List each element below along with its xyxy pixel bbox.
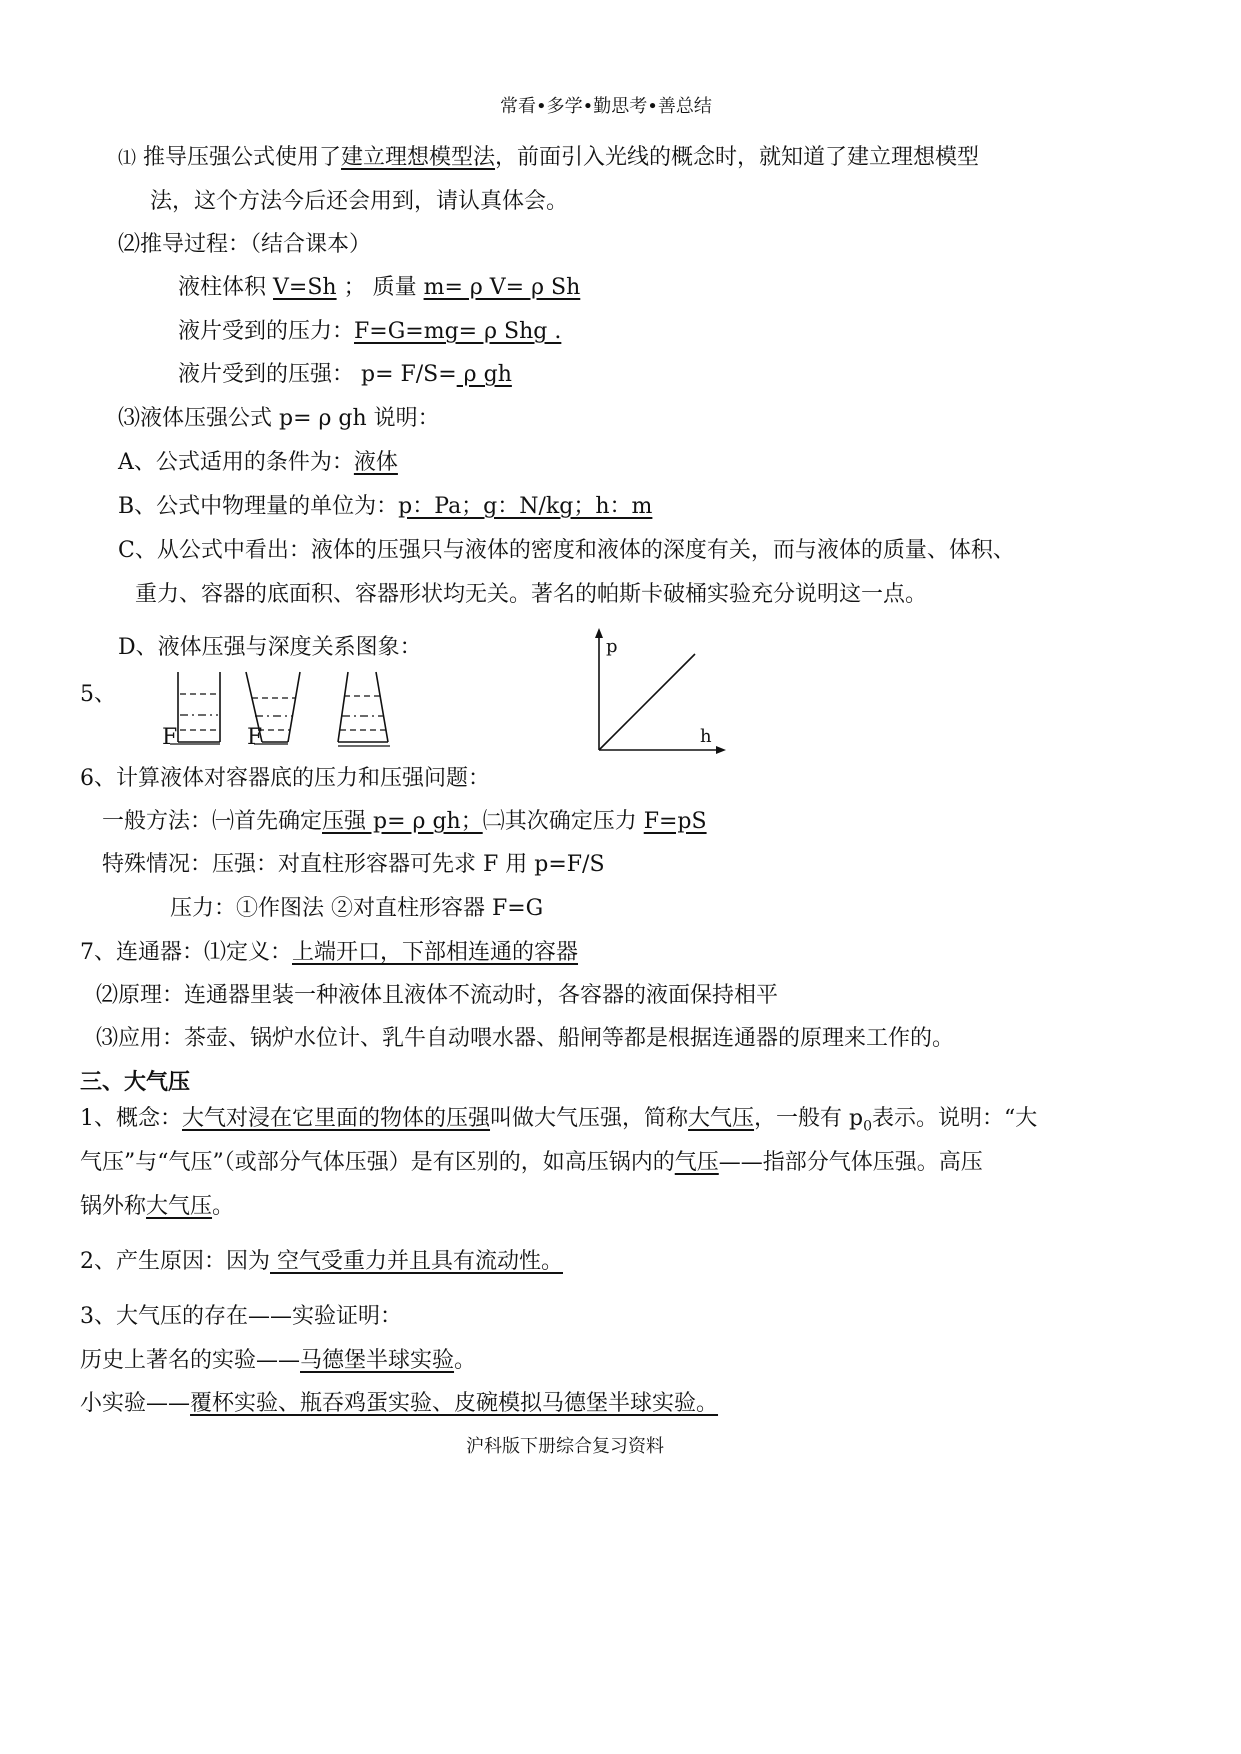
existence-line: 3、大气压的存在——实验证明： xyxy=(80,1304,402,1329)
text: B、公式中物理量的单位为： xyxy=(118,494,399,519)
force-line xyxy=(178,317,561,347)
narrow-top-container xyxy=(338,672,390,746)
container-2-label: F xyxy=(247,725,263,750)
x-axis-arrow xyxy=(716,746,726,754)
answer-blank: F=pS xyxy=(643,809,707,834)
concept-line-2 xyxy=(80,1148,983,1178)
text: ，一般有 p xyxy=(754,1106,864,1131)
text: 历史上著名的实验—— xyxy=(80,1348,301,1373)
x-axis-label: h xyxy=(700,726,712,747)
section-heading: 三、大气压 xyxy=(80,1070,191,1095)
series-line xyxy=(599,654,695,750)
text: 液柱体积 xyxy=(178,275,267,300)
concept-line-3 xyxy=(80,1192,234,1222)
graph-caption: D、液体压强与深度关系图象： xyxy=(118,635,422,660)
subscript: 0 xyxy=(863,1118,873,1135)
pressure-line xyxy=(178,360,512,390)
page-footer: 沪科版下册综合复习资料 xyxy=(466,1436,664,1457)
answer-blank: 液体 xyxy=(353,450,398,475)
answer-blank: 覆杯实验、瓶吞鸡蛋实验、皮碗模拟马德堡半球实验。 xyxy=(190,1391,719,1416)
condition-line xyxy=(118,448,398,478)
text: ㈡其次确定压力 xyxy=(482,809,637,834)
derivation-method-line-2: 法，这个方法今后还会用到，请认真体会。 xyxy=(150,189,569,214)
text: 锅外称 xyxy=(80,1194,147,1219)
answer-blank: F=G=mg= ρ Shg . xyxy=(354,319,562,344)
pressure-force-line: 压力：①作图法 ②对直柱形容器 F=G xyxy=(170,896,544,921)
concept-line-1 xyxy=(80,1104,1037,1141)
general-method-line xyxy=(102,807,707,837)
special-case-line: 特殊情况：压强：对直柱形容器可先求 F 用 p=F/S xyxy=(102,852,605,877)
text: 气压”与“气压”（或部分气体压强）是有区别的，如高压锅内的 xyxy=(80,1150,675,1175)
volume-mass-line xyxy=(178,273,580,303)
text: A、公式适用的条件为： xyxy=(118,450,354,475)
text: 7、连通器：⑴定义： xyxy=(80,940,292,965)
answer-blank: p：Pa；g：N/kg；h：m xyxy=(398,494,653,519)
item-6-title: 6、计算液体对容器底的压力和压强问题： xyxy=(80,766,490,791)
cause-line xyxy=(80,1247,563,1277)
answer-blank: 空气受重力并且具有流动性。 xyxy=(270,1249,563,1274)
text: ； 质量 xyxy=(343,275,417,300)
text: 一般方法：㈠首先确定 xyxy=(102,809,323,834)
text: ——指部分气体压强。高压 xyxy=(718,1150,983,1175)
text: 2、产生原因：因为 xyxy=(80,1249,270,1274)
text: 1、概念： xyxy=(80,1106,182,1131)
answer-blank: 上端开口，下部相连通的容器 xyxy=(292,940,579,965)
connected-vessel-definition xyxy=(80,938,578,968)
formula-explanation-title: ⑶液体压强公式 p= ρ gh 说明： xyxy=(118,406,440,431)
text: 液片受到的压力： xyxy=(178,319,355,344)
y-axis-label: p xyxy=(606,636,618,657)
answer-blank: 大气压 xyxy=(688,1106,755,1131)
small-experiments-line xyxy=(80,1389,718,1419)
text: 表示。说明：“大 xyxy=(872,1106,1038,1131)
answer-blank: 气压 xyxy=(674,1150,719,1175)
answer-blank: 马德堡半球实验 xyxy=(300,1348,455,1373)
container-1-label: F xyxy=(162,725,178,750)
text: 叫做大气压强，简称 xyxy=(490,1106,689,1131)
text: 液片受到的压强： p= F/S= xyxy=(178,362,457,387)
answer-blank: 大气压 xyxy=(146,1194,213,1219)
units-line xyxy=(118,492,652,522)
answer-blank: 压强 p= ρ gh； xyxy=(322,809,483,834)
answer-blank: m= ρ V= ρ Sh xyxy=(423,275,581,300)
item-number: ⑴ xyxy=(118,148,136,169)
answer-blank: 大气对浸在它里面的物体的压强 xyxy=(182,1106,491,1131)
container-diagrams xyxy=(150,668,420,748)
y-axis-arrow xyxy=(595,628,603,638)
text: 。 xyxy=(454,1348,477,1373)
conclusion-line-1: C、从公式中看出：液体的压强只与液体的密度和液体的深度有关，而与液体的质量、体积、 xyxy=(118,538,1015,563)
answer-blank: 建立理想模型法 xyxy=(341,145,496,170)
connected-vessel-principle: ⑵原理：连通器里装一种液体且液体不流动时，各容器的液面保持相平 xyxy=(96,983,779,1008)
item-5-number: 5、 xyxy=(80,682,116,707)
conclusion-line-2: 重力、容器的底面积、容器形状均无关。著名的帕斯卡破桶实验充分说明这一点。 xyxy=(135,582,928,607)
text: 推导压强公式使用了 xyxy=(143,145,342,170)
derivation-method-line xyxy=(118,143,979,174)
page-header: 常看•多学•勤思考•善总结 xyxy=(500,96,712,117)
answer-blank: V=Sh xyxy=(273,275,337,300)
historical-experiment-line xyxy=(80,1346,476,1376)
answer-blank: ρ gh xyxy=(456,362,512,387)
text: 。 xyxy=(212,1194,235,1219)
text: 小实验—— xyxy=(80,1391,191,1416)
connected-vessel-application: ⑶应用：茶壶、锅炉水位计、乳牛自动喂水器、船闸等都是根据连通器的原理来工作的。 xyxy=(96,1026,955,1051)
straight-container xyxy=(170,672,220,744)
derivation-process-title: ⑵推导过程：（结合课本） xyxy=(118,232,372,257)
text: ，前面引入光线的概念时，就知道了建立理想模型 xyxy=(495,145,980,170)
